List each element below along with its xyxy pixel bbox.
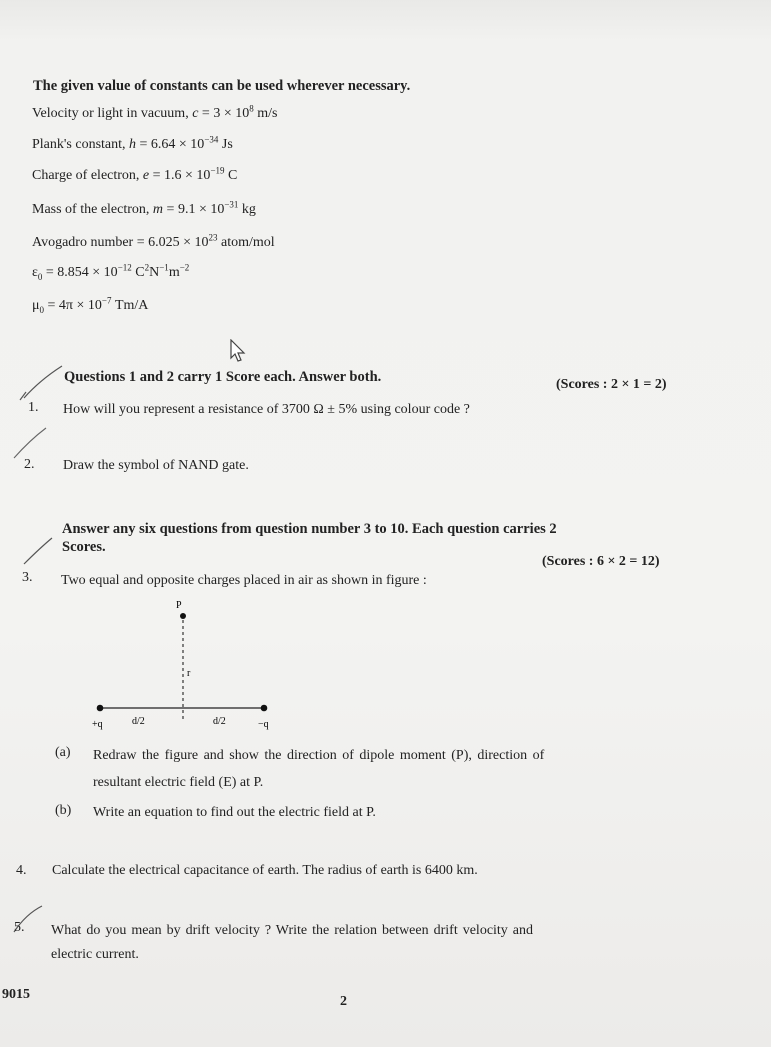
q2-number: 2.: [24, 457, 35, 472]
q2-text: Draw the symbol of NAND gate.: [63, 458, 249, 473]
label-p: P: [176, 600, 182, 611]
q3-text: Two equal and opposite charges placed in air as shown in figure :: [61, 573, 427, 588]
section2-heading-line2: Scores.: [62, 539, 106, 555]
constant-epsilon: $\varepsilon_0 = 8.854 \times 10^{-12}$ $C^2N^{-1}m^{-2}$: [32, 262, 190, 282]
constants-heading: The given value of constants can be used wherever necessary.: [33, 78, 411, 94]
q5-line1: What do you mean by drift velocity ? Write the relation between drift velocity and: [51, 923, 534, 938]
label-plus-q: +q: [92, 719, 103, 730]
q4-text: Calculate the electrical capacitance of earth. The radius of earth is 6400 km.: [52, 863, 478, 878]
constant-planck: Plank's constant, $h = 6.64 \times 10^{-34}$ Js: [32, 134, 233, 152]
section2-scores: (Scores : 6 × 2 = 12): [542, 554, 660, 569]
q5-line2: electric current.: [51, 947, 139, 962]
q1-number: 1.: [28, 400, 39, 415]
q3b-text: Write an equation to find out the electric field at P.: [93, 805, 376, 820]
positive-charge-dot: [97, 705, 104, 712]
constant-charge: Charge of electron, $e = 1.6 \times 10^{-19}$ C: [32, 165, 238, 183]
q3a-line2: resultant electric field (E) at P.: [93, 775, 264, 790]
label-minus-q: −q: [258, 719, 269, 730]
q5-number: 5.: [14, 920, 25, 935]
page-number: 2: [340, 994, 347, 1009]
constant-mu: $\mu_0 = 4\pi \times 10^{-7}$ Tm/A: [32, 295, 149, 315]
section2-heading-line1: Answer any six questions from question number 3 to 10. Each question carries 2: [62, 521, 557, 537]
section1-heading: Questions 1 and 2 carry 1 Score each. Answer both.: [64, 369, 382, 385]
constant-mass: Mass of the electron, $m = 9.1 \times 10^{-31}$ kg: [32, 199, 256, 217]
constant-avogadro: Avogadro number = $6.025 \times 10^{23}$ atom/mol: [32, 232, 275, 250]
q3-number: 3.: [22, 570, 33, 585]
label-d-half-left: d/2: [132, 716, 145, 727]
section1-scores: (Scores : 2 × 1 = 2): [556, 377, 667, 392]
q3a-label: (a): [55, 745, 71, 760]
point-p-dot: [180, 613, 186, 619]
q4-number: 4.: [16, 863, 27, 878]
negative-charge-dot: [261, 705, 268, 712]
dipole-figure: [88, 596, 288, 736]
paper-code: 9015: [2, 987, 30, 1002]
q3b-label: (b): [55, 803, 72, 818]
q3a-line1: Redraw the figure and show the direction of dipole moment (P), direction of: [93, 748, 545, 763]
mouse-cursor-icon: [229, 339, 247, 363]
label-r: r: [187, 668, 191, 679]
label-d-half-right: d/2: [213, 716, 226, 727]
constant-velocity: Velocity or light in vacuum, $c = 3 \times 10^8$ m/s: [32, 103, 278, 121]
q1-text: How will you represent a resistance of 3700 Ω ± 5% using colour code ?: [63, 402, 470, 417]
